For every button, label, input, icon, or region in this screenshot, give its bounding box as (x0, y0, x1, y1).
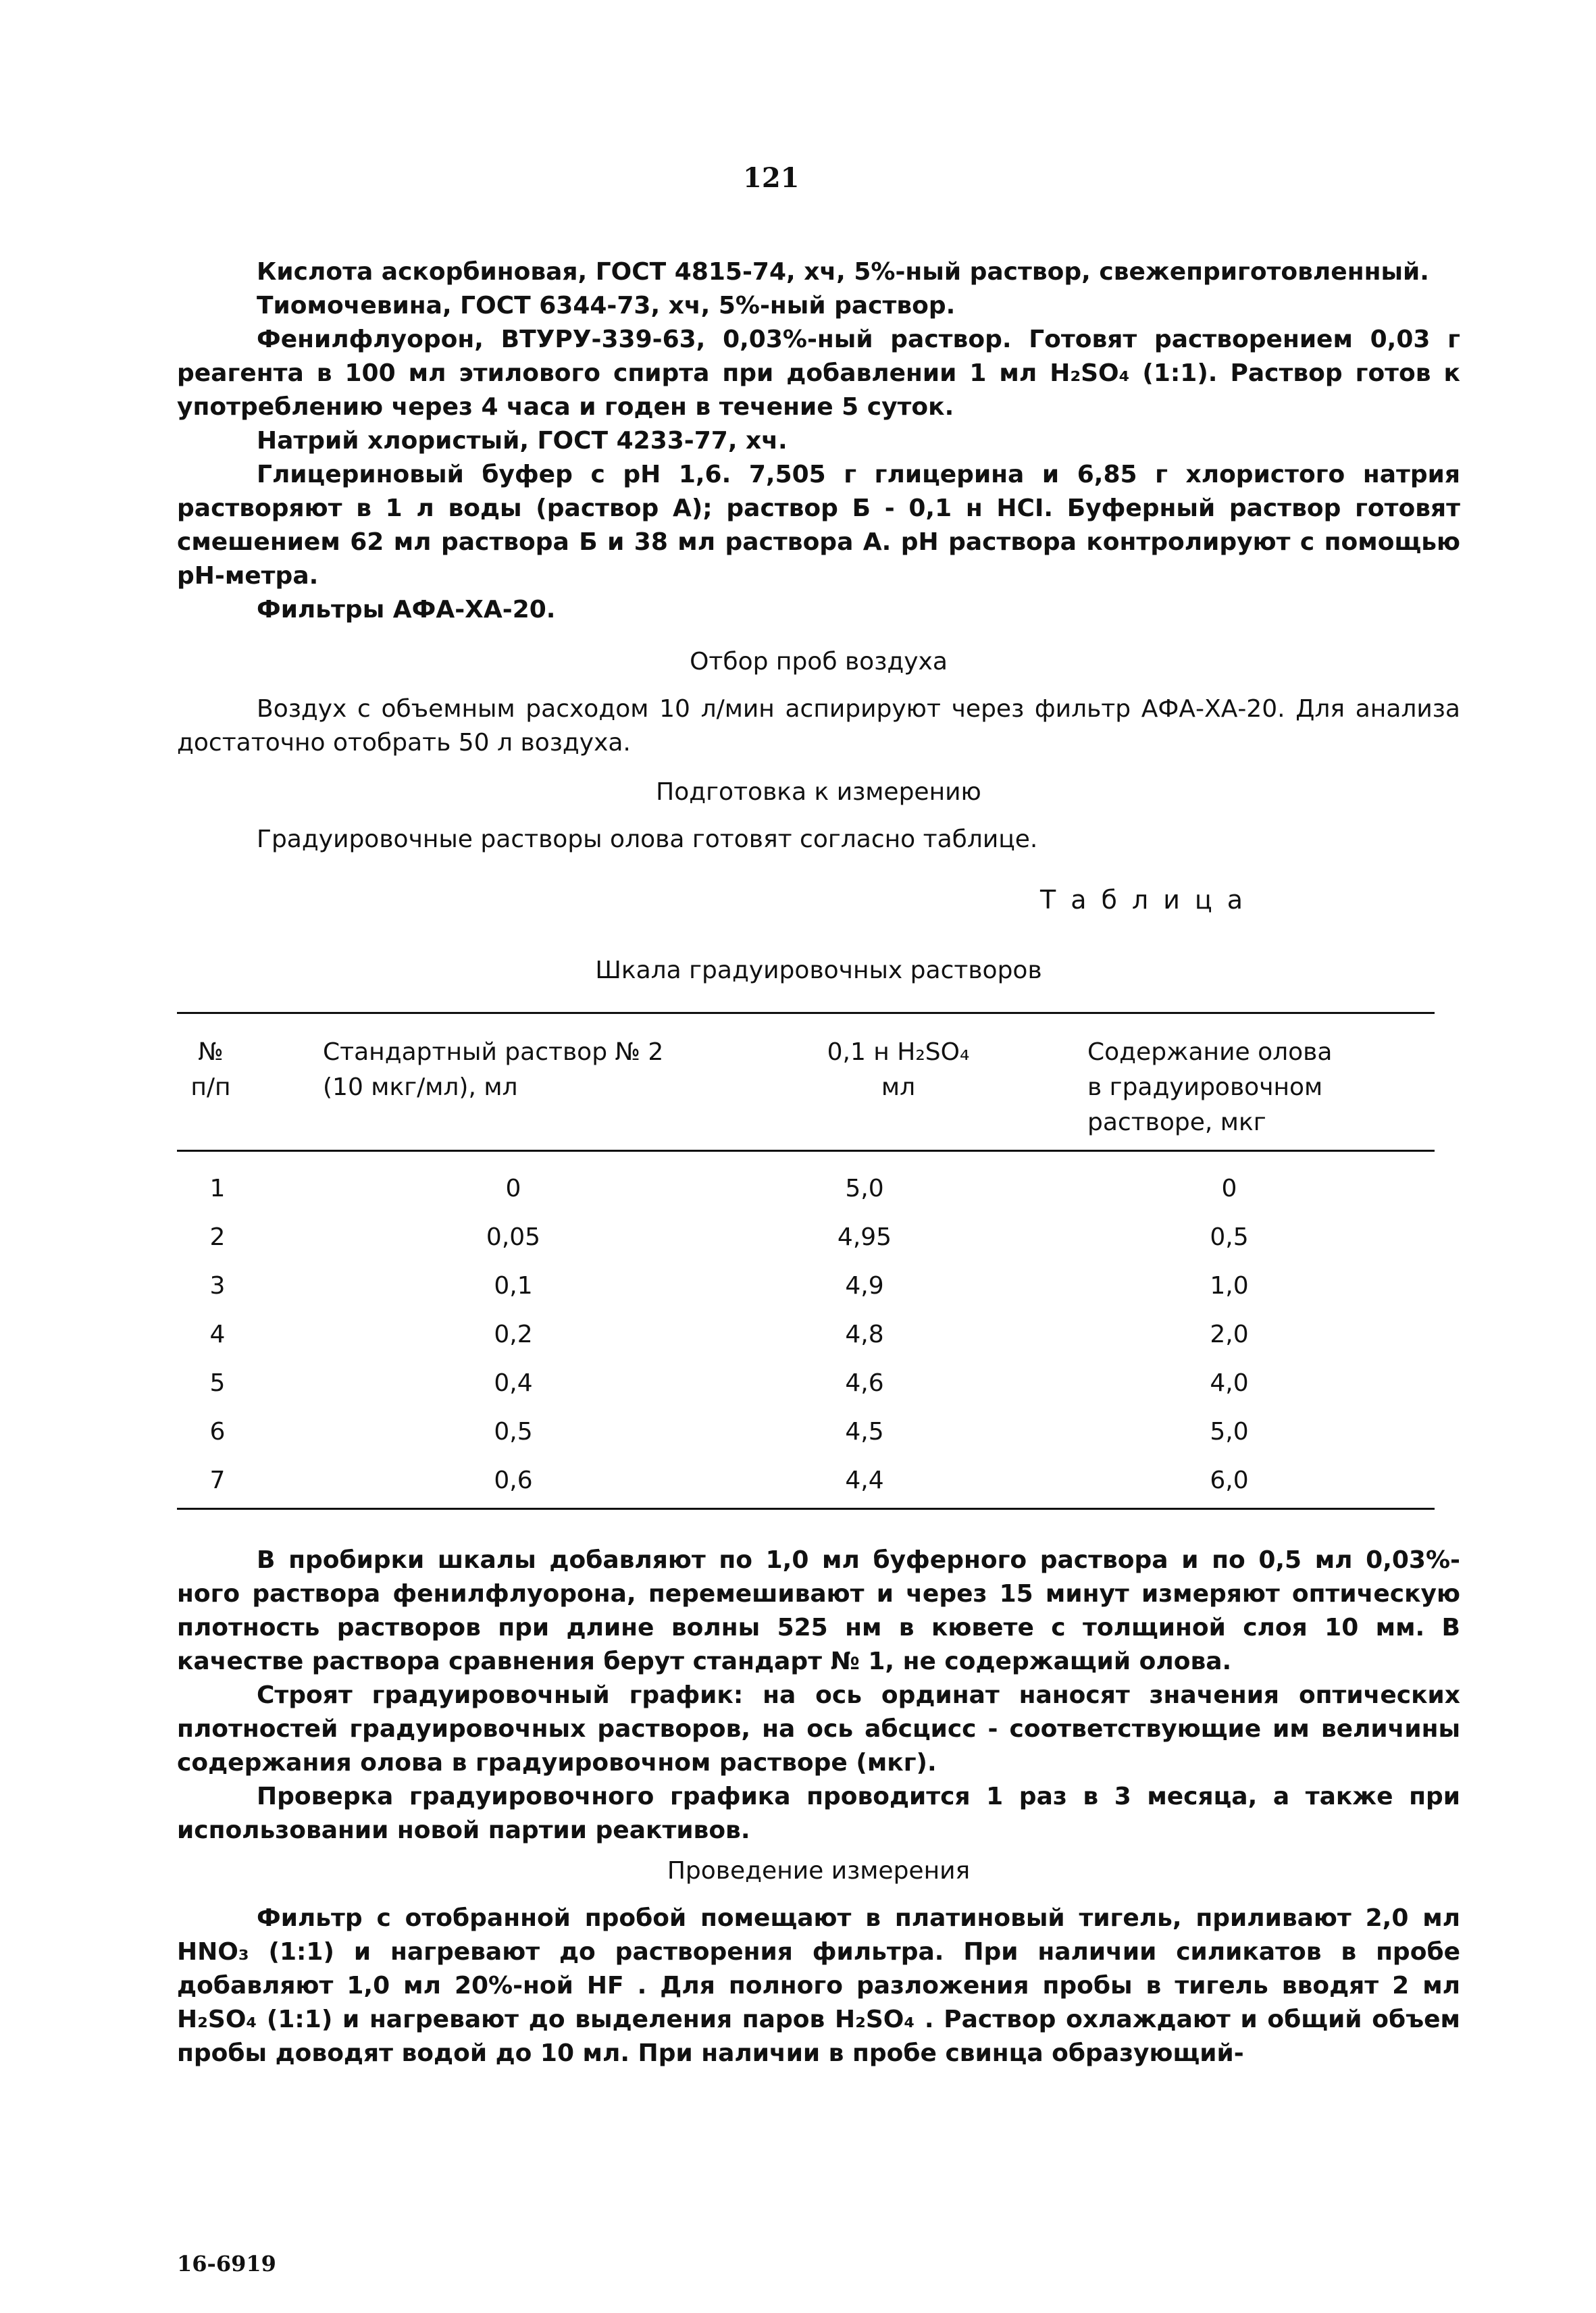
table-label: Таблица (1040, 885, 1258, 915)
table-cell: 0,5 (1210, 1223, 1249, 1251)
table-cell: 0,5 (494, 1418, 533, 1446)
measurement-text: Фильтр с отобранной пробой помещают в платиновый тигель, приливают 2,0 мл HNO₃ (1:1) и нагревают до растворения фильтра. При наличии силикатов в пробе добавляют 1,0 мл 20%-ной HF . Для полного разложения пробы в тигель вводят 2 мл H₂SO₄ (1:1) и нагревают до выделения паров H₂SO₄ . Раствор охлаждают и общий объем пробы доводят водой до 10 мл. При наличии в пробе свинца образующий- (177, 1904, 1460, 2067)
header-num-line2: п/п (190, 1073, 231, 1101)
reagent-glycine-buffer: Глицериновый буфер с pH 1,6. 7,505 г глицерина и 6,85 г хлористого натрия растворяют в 1 л воды (раствор А); раствор Б - 0,1 н HCI. Буферный раствор готовят смешением 62 мл раствора Б и 38 мл раствора А. pH раствора контролируют с помощью pH-метра. (177, 461, 1460, 590)
header-content-line2: в градуировочном (1087, 1073, 1323, 1101)
table-cell: 4,0 (1210, 1369, 1249, 1397)
calibration-graph-text: Строят градуировочный график: на ось ординат наносят значения оптических плотностей градуировочных растворов, на ось абсцисс - соответствующие им величины содержания олова в градуировочном растворе (мкг). (177, 1681, 1460, 1777)
table-cell: 0,05 (486, 1223, 541, 1251)
sampling-text: Воздух с объемным расходом 10 л/мин аспирируют через фильтр АФА-ХА-20. Для анализа достаточно отобрать 50 л воздуха. (177, 695, 1460, 757)
table-cell: 1,0 (1210, 1272, 1249, 1300)
table-cell: 0,6 (494, 1467, 533, 1494)
table-cell: 0,4 (494, 1369, 533, 1397)
table-cell: 6 (209, 1418, 226, 1446)
table-cell: 4,6 (845, 1369, 884, 1397)
header-acid-line1: 0,1 н H₂SO₄ (827, 1038, 970, 1066)
table-bottom-rule (177, 1508, 1435, 1510)
table-cell: 1 (209, 1175, 226, 1202)
header-std-line1: Стандартный раствор № 2 (323, 1038, 664, 1066)
table-cell: 3 (209, 1272, 226, 1300)
table-cell: 0,2 (494, 1321, 533, 1348)
table-top-rule (177, 1012, 1435, 1014)
header-content-line1: Содержание олова (1087, 1038, 1333, 1066)
reagent-phenylfluorone: Фенилфлуорон, ВТУРУ-339-63, 0,03%-ный раствор. Готовят растворением 0,03 г реагента в 100 мл этилового спирта при добавлении 1 мл H₂SO₄ (1:1). Раствор готов к употреблению через 4 часа и годен в течение 5 суток. (177, 326, 1460, 421)
table-cell: 5 (209, 1369, 226, 1397)
table-cell: 4,95 (837, 1223, 892, 1251)
table-cell: 7 (209, 1467, 226, 1494)
table-cell: 0 (505, 1175, 521, 1202)
reagent-sodium-chloride: Натрий хлористый, ГОСТ 4233-77, хч. (257, 427, 788, 455)
calibration-check-text: Проверка градуировочного графика проводится 1 раз в 3 месяца, а также при использовании новой партии реактивов. (177, 1783, 1460, 1844)
header-num-line1: № (198, 1038, 224, 1066)
table-cell: 4,9 (845, 1272, 884, 1300)
header-content-line3: растворе, мкг (1087, 1109, 1266, 1136)
reagent-thiourea: Тиомочевина, ГОСТ 6344-73, хч, 5%-ный раствор. (257, 292, 956, 320)
table-cell: 2,0 (1210, 1321, 1249, 1348)
table-cell: 0 (1221, 1175, 1237, 1202)
table-cell: 4,8 (845, 1321, 884, 1348)
table-cell: 6,0 (1210, 1467, 1249, 1494)
table-title: Шкала градуировочных растворов (595, 957, 1042, 984)
preparation-heading: Подготовка к измерению (656, 778, 981, 806)
header-acid-line2: мл (881, 1073, 916, 1101)
measurement-heading: Проведение измерения (667, 1857, 971, 1885)
table-cell: 4 (209, 1321, 226, 1348)
footer-code: 16-6919 (177, 2251, 276, 2277)
table-cell: 5,0 (845, 1175, 884, 1202)
table-cell: 2 (209, 1223, 226, 1251)
table-cell: 5,0 (1210, 1418, 1249, 1446)
header-std-line2: (10 мкг/мл), мл (323, 1073, 518, 1101)
preparation-text: Градуировочные растворы олова готовят согласно таблице. (257, 825, 1038, 853)
page-number: 121 (743, 162, 800, 194)
table-cell: 4,4 (845, 1467, 884, 1494)
table-cell: 4,5 (845, 1418, 884, 1446)
table-cell: 0,1 (494, 1272, 533, 1300)
calibration-procedure-text: В пробирки шкалы добавляют по 1,0 мл буферного раствора и по 0,5 мл 0,03%-ного раствора фенилфлуорона, перемешивают и через 15 минут измеряют оптическую плотность растворов при длине волны 525 нм в кювете с толщиной слоя 10 мм. В качестве раствора сравнения берут стандарт № 1, не содержащий олова. (177, 1546, 1460, 1675)
reagent-filters: Фильтры АФА-ХА-20. (257, 596, 556, 624)
sampling-heading: Отбор проб воздуха (690, 648, 948, 676)
table-header-rule (177, 1150, 1435, 1152)
reagent-ascorbic-acid: Кислота аскорбиновая, ГОСТ 4815-74, хч, 5%-ный раствор, свежеприготовленный. (257, 258, 1429, 286)
